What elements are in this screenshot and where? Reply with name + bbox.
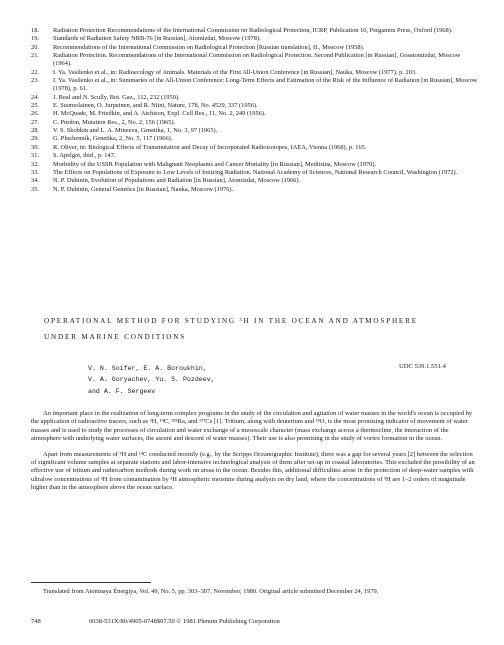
reference-text: I. Ya. Vasilenko et al., in: Summaries of the All-Union Conference: Long-Term Effects and Estimation of the Risk of the Influence of Radiation [in Russian], Moscow (1978), p. 61. bbox=[53, 77, 478, 93]
reference-list bbox=[31, 27, 479, 194]
reference-item bbox=[31, 186, 479, 194]
udc-code: UDC 539.1.551.4 bbox=[399, 363, 446, 370]
reference-number: 30. bbox=[31, 143, 39, 151]
reference-item bbox=[31, 152, 479, 160]
reference-item bbox=[31, 135, 479, 143]
reference-number: 22. bbox=[31, 68, 39, 76]
reference-item bbox=[31, 127, 479, 135]
reference-number: 19. bbox=[31, 35, 39, 43]
reference-item bbox=[31, 102, 479, 110]
body-paragraph: An important place in the realization of long-term complex programs in the study of the circulation and agitation of water masses in the world's ocean is occupied by the application of radioactive tracers, such as ³H, ¹⁴C, ²²⁸Ra, and ¹³⁷Cs [1]. Tritium, along with deuterium and ¹⁸O, is the most promising indicator of movement of water masses and is used to study the processes of circulation and water exchange of a mesoscale character (mass exchange across a thermocline, the interaction of the atmosphere with underlying water surfaces, the ascent and descent of water masses). Their use is also promising in the study of vortex formation in the ocean. bbox=[31, 410, 473, 443]
reference-number: 28. bbox=[31, 127, 39, 135]
reference-text: Recommendations of the International Commission on Radiological Protection [Russian translation], II., Moscow (1958). bbox=[53, 43, 365, 51]
reference-item bbox=[31, 110, 479, 118]
reference-number: 26. bbox=[31, 110, 39, 118]
reference-number: 20. bbox=[31, 43, 39, 51]
reference-item bbox=[31, 35, 479, 43]
reference-number: 24. bbox=[31, 93, 39, 101]
reference-number: 18. bbox=[31, 27, 39, 34]
reference-text: C. Purdon, Mutation Res., 2, No. 2, 156 (1965). bbox=[53, 118, 176, 126]
reference-text: S. Apelgot, ibid., p. 147. bbox=[53, 152, 116, 160]
reference-item bbox=[31, 169, 479, 177]
reference-item bbox=[31, 161, 479, 169]
reference-number: 32. bbox=[31, 160, 39, 168]
reference-text: J. Beal and N. Scully, Bot. Gaz., 112, 232 (1950). bbox=[53, 93, 180, 101]
reference-number: 34. bbox=[31, 177, 39, 185]
reference-text: Standards of Radiation Safety NRB-76 [in Russian], Atomizdat, Moscow (1978). bbox=[53, 35, 261, 43]
translation-footnote: Translated from Atomnaya Énergiya, Vol. 49, No. 5, pp. 303–307, November, 1980. Original article submitted December 24, 1979. bbox=[43, 588, 379, 595]
reference-item bbox=[31, 119, 479, 127]
reference-text: The Effects on Populations of Exposure to Low Levels of Ionizing Radiation. National Academy of Sciences, National Research Council, Washington (1972). bbox=[53, 168, 458, 176]
article-body bbox=[31, 410, 479, 493]
reference-item bbox=[31, 94, 479, 102]
reference-text: R. Oliver, in: Biological Effects of Transmutation and Decay of Incorporated Radioisotopes, IAEA, Vienna (1968), p. 165. bbox=[53, 143, 367, 151]
reference-text: V. S. Skobkin and L. A. Mineeva, Genetika, 1, No. 3, 97 (1965). bbox=[53, 127, 218, 135]
reference-text: Radiation Protection. Recommendations of the International Commission on Radiological Protection. Second Publication [in Russian], Gosatomizdat, Moscow (1964). bbox=[53, 52, 461, 68]
reference-number: 33. bbox=[31, 168, 39, 176]
reference-number: 31. bbox=[31, 152, 39, 160]
reference-text: G. Pluchennik, Genetika, 2, No. 5, 117 (1966). bbox=[53, 135, 173, 143]
publisher-imprint: 0038-531X/80/4905-0748$07.50 © 1981 Plenum Publishing Corporation bbox=[89, 618, 280, 625]
reference-item bbox=[31, 27, 479, 35]
reference-item bbox=[31, 144, 479, 152]
article-title: OPERATIONAL METHOD FOR STUDYING ³H IN THE OCEAN AND ATMOSPHERE UNDER MARINE CONDITIONS bbox=[44, 317, 418, 341]
reference-number: 29. bbox=[31, 135, 39, 143]
reference-text: I. Ya. Vasilenko et al., in: Radioecology of Animals. Materials of the First All-Union Conference [in Russian], Nauka, Moscow (1977), p. 203. bbox=[53, 68, 417, 76]
reference-number: 25. bbox=[31, 102, 39, 110]
page-number: 748 bbox=[31, 618, 41, 625]
reference-item bbox=[31, 44, 479, 52]
author-list bbox=[88, 363, 215, 397]
reference-number: 21. bbox=[31, 52, 39, 60]
reference-text: Morbidity of the USSR Population with Malignant Neoplasms and Cancer Mortality [in Russian], Meditsina, Moscow (1970). bbox=[53, 160, 377, 168]
reference-text: N. P. Dubinin, General Genetics [in Russian], Nauka, Moscow (1976). bbox=[53, 185, 234, 193]
reference-number: 35. bbox=[31, 185, 39, 193]
author-line: V. N. Soifer, E. A. Boroukhin, bbox=[88, 365, 207, 372]
reference-text: Radiation Protection Recommendations of the International Commission on Radiological Protection, ICRP, Publication 10, Pergamon Press, Oxford (1968). bbox=[53, 27, 453, 34]
author-line: and A. F. Sergeev bbox=[88, 387, 156, 395]
reference-number: 23. bbox=[31, 77, 39, 85]
footnote-divider bbox=[31, 582, 151, 583]
reference-text: N. P. Dubinin, Evolution of Populations and Radiation [in Russian], Atomizdat, Moscow (1966). bbox=[53, 177, 301, 185]
reference-text: H. McQuade, M. Friedkin, and A. Atchison, Expl. Cell Res., 11, No. 2, 249 (1956). bbox=[53, 110, 266, 118]
reference-text: E. Suomolainen, O. Jurpeinen, and R. Niini, Nature, 178, No. 4529, 337 (1956). bbox=[53, 102, 258, 110]
reference-item bbox=[31, 177, 479, 185]
reference-number: 27. bbox=[31, 118, 39, 126]
reference-item bbox=[31, 77, 479, 94]
reference-item bbox=[31, 69, 479, 77]
author-line: V. A. Goryachev, Yu. S. Pozdeev, bbox=[88, 376, 215, 384]
body-paragraph: Apart from measurements of ³H and ¹⁴C conducted recently (e.g., by the Scripps Oceanographic Institute), there was a gap for several years [2] between the selection of significant volume samples at separate stations and labor-intensive technological analysis of them after set-up in coastal laboratories. This excluded the possibility of an effective use of tritium and radiocarbon methods during work on areas in the ocean. Besides this, additional difficulties arose in the protection of deep-water samples with ultralow concentrations of ³H from contamination by ³H atmospheric moisture during analysis on dry land, where the concentrations of ³H are 1–2 orders of magnitude higher than in the atmosphere above the ocean surface. bbox=[31, 450, 475, 492]
reference-item bbox=[31, 52, 479, 69]
